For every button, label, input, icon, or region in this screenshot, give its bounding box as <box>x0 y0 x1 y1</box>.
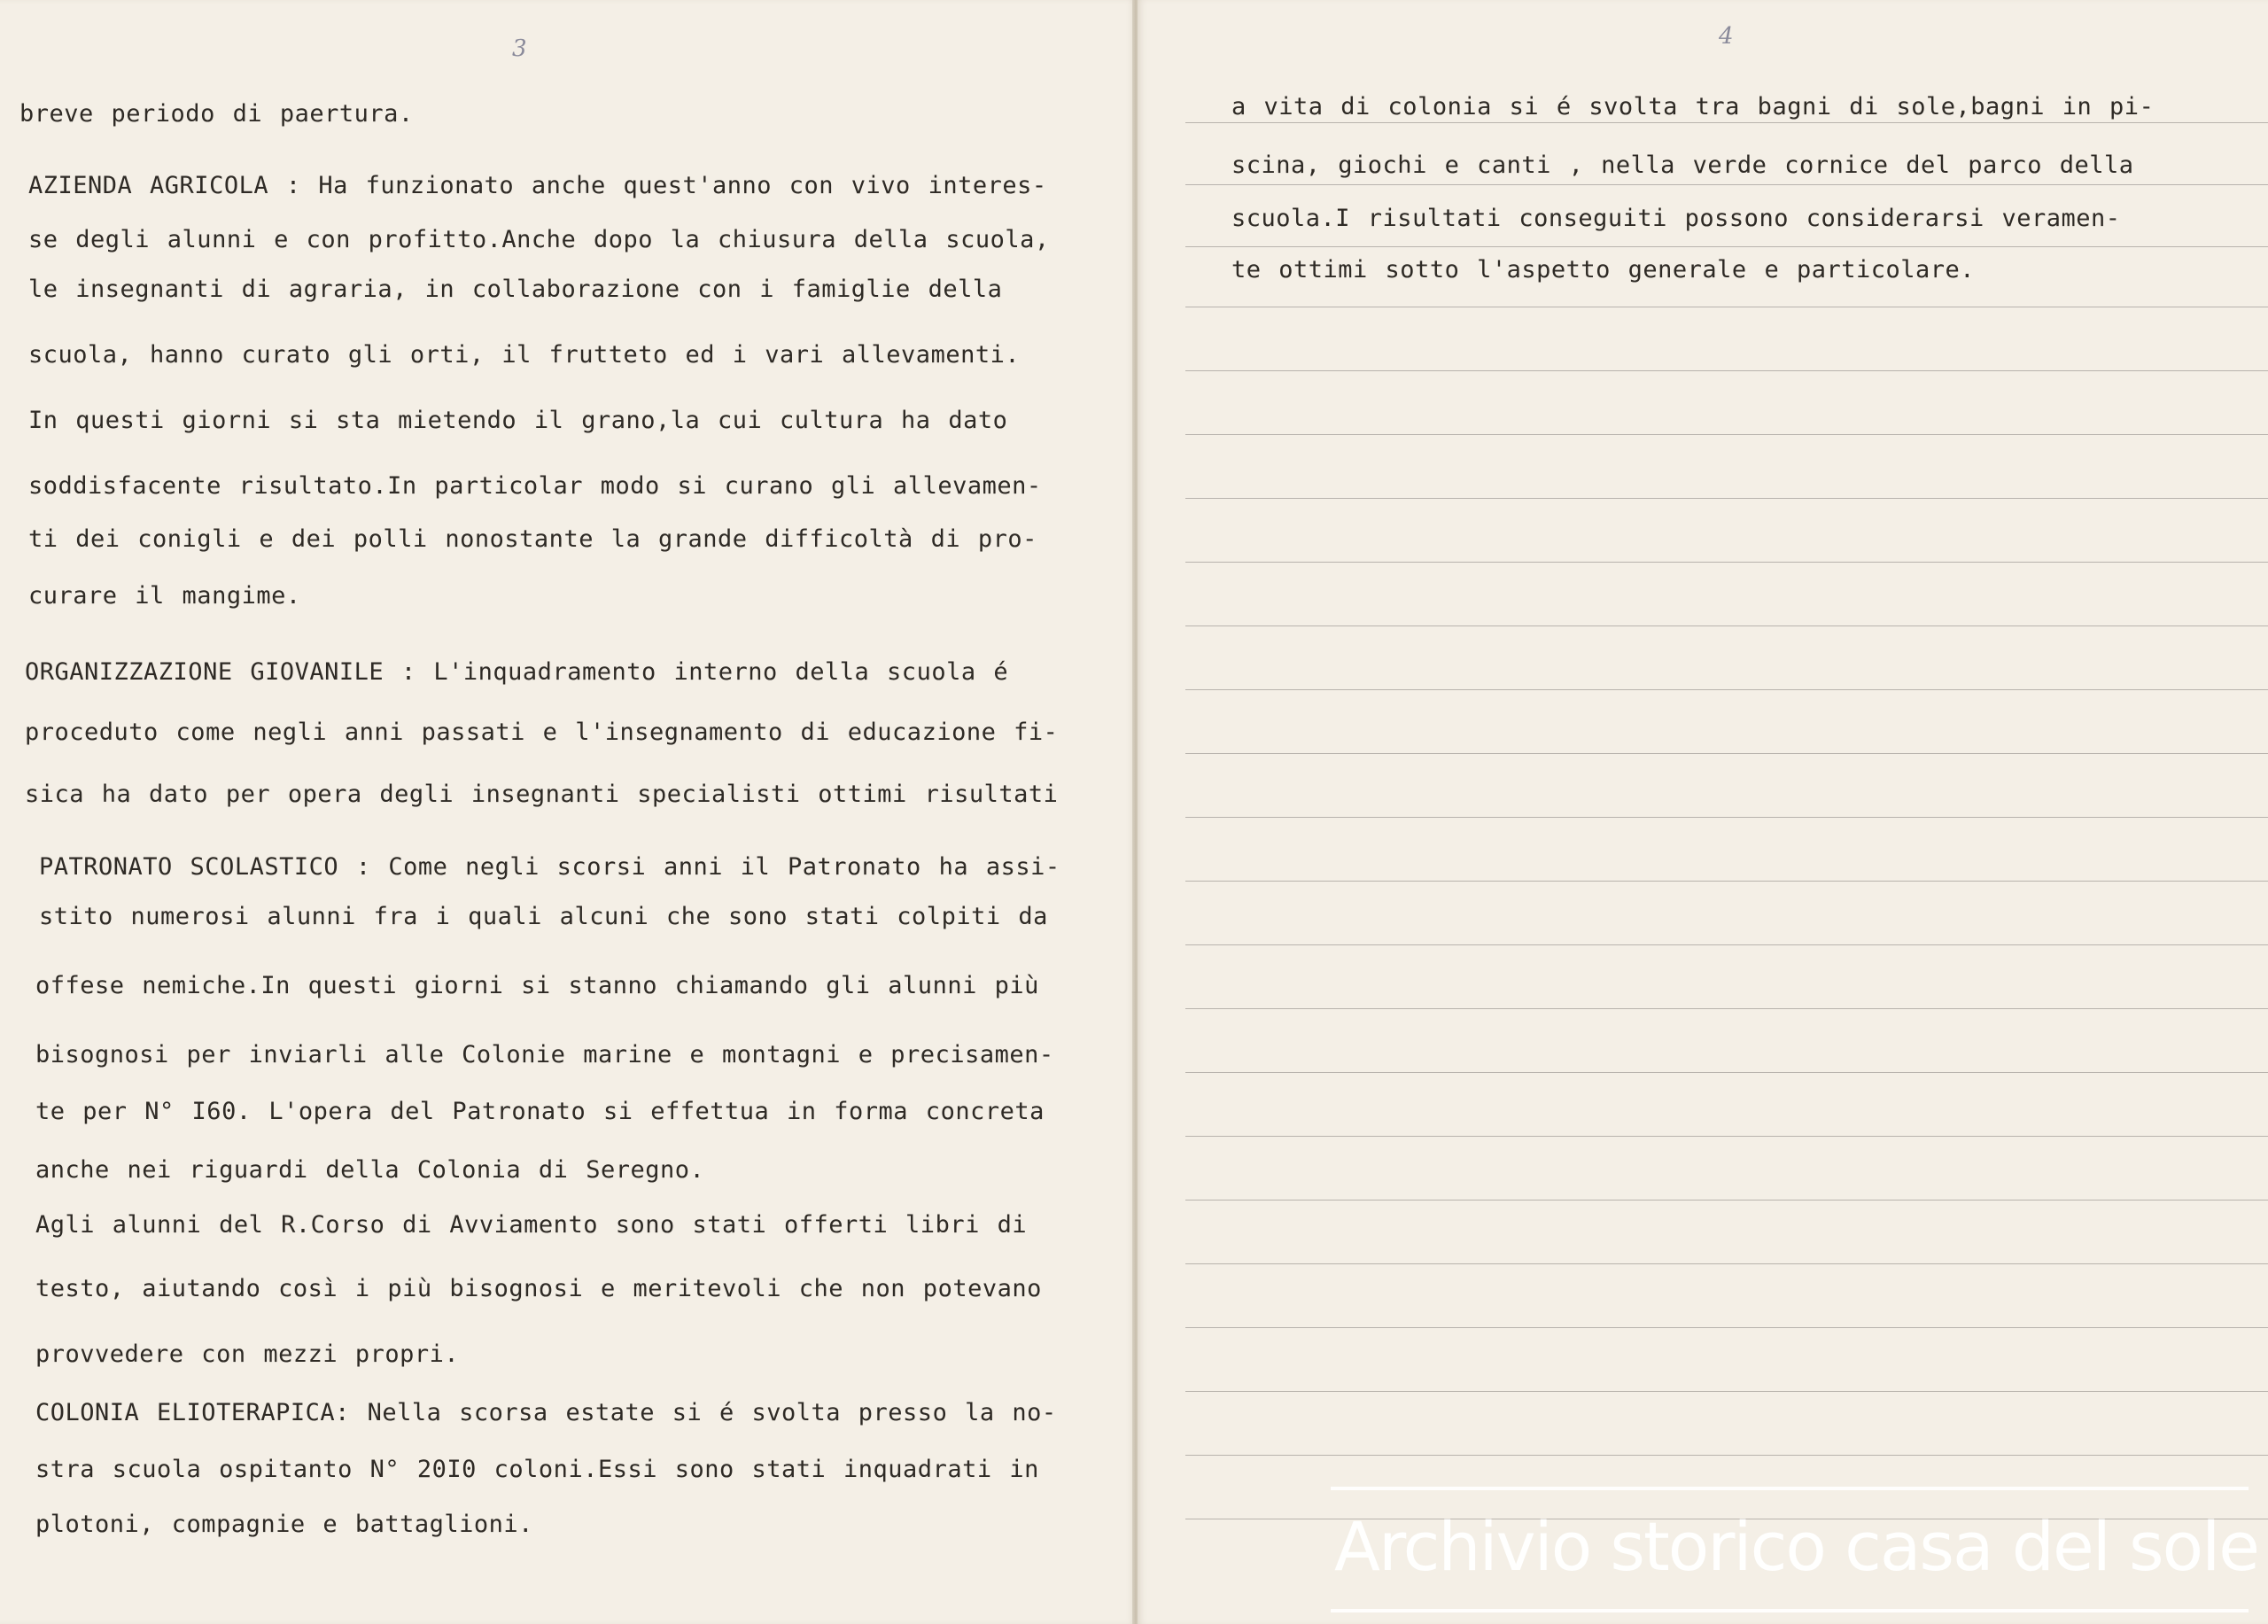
typed-line: le insegnanti di agraria, in collaborazione con i famiglie della <box>28 276 1003 303</box>
typed-line: PATRONATO SCOLASTICO : Come negli scorsi anni il Patronato ha assi- <box>39 853 1060 881</box>
ruled-line <box>1185 1008 2268 1009</box>
typed-line: soddisfacente risultato.In particolar modo si curano gli allevamen- <box>28 472 1042 500</box>
ruled-line <box>1185 1391 2268 1392</box>
typed-line: te ottimi sotto l'aspetto generale e particolare. <box>1231 256 1976 284</box>
typed-line: plotoni, compagnie e battaglioni. <box>35 1511 533 1538</box>
typed-line: te per N° I60. L'opera del Patronato si effettua in forma concreta <box>35 1098 1045 1125</box>
typed-line: a vita di colonia si é svolta tra bagni di sole,bagni in pi- <box>1231 93 2155 120</box>
typed-line: stito numerosi alunni fra i quali alcuni che sono stati colpiti da <box>39 903 1048 930</box>
typed-line: COLONIA ELIOTERAPICA: Nella scorsa estate si é svolta presso la no- <box>35 1399 1057 1426</box>
typed-line: scuola.I risultati conseguiti possono considerarsi veramen- <box>1231 205 2121 232</box>
typed-line: anche nei riguardi della Colonia di Seregno. <box>35 1156 705 1184</box>
typed-line: scina, giochi e canti , nella verde cornice del parco della <box>1231 152 2134 179</box>
ruled-line <box>1185 753 2268 754</box>
typed-line: offese nemiche.In questi giorni si stanno chiamando gli alunni più <box>35 972 1039 999</box>
typed-line: provvedere con mezzi propri. <box>35 1340 460 1368</box>
typed-line: proceduto come negli anni passati e l'insegnamento di educazione fi- <box>25 719 1059 746</box>
ruled-line <box>1185 184 2268 185</box>
ruled-line <box>1185 1072 2268 1073</box>
watermark-text: Archivio storico casa del sole <box>1334 1507 2259 1586</box>
ruled-line <box>1185 498 2268 499</box>
typed-line: scuola, hanno curato gli orti, il frutteto ed i vari allevamenti. <box>28 341 1021 369</box>
ruled-line <box>1185 1200 2268 1201</box>
typed-line: sica ha dato per opera degli insegnanti specialisti ottimi risultati <box>25 781 1059 808</box>
typed-line: stra scuola ospitanto N° 20I0 coloni.Essi sono stati inquadrati in <box>35 1456 1039 1483</box>
ruled-line <box>1185 689 2268 690</box>
typed-line: ti dei conigli e dei polli nonostante la grande difficoltà di pro- <box>28 525 1037 553</box>
ruled-line <box>1185 370 2268 371</box>
ruled-line <box>1185 1263 2268 1264</box>
right-page <box>1138 0 2268 1624</box>
ruled-line <box>1185 434 2268 435</box>
ruled-line <box>1185 1136 2268 1137</box>
typed-line: In questi giorni si sta mietendo il grano,la cui cultura ha dato <box>28 407 1008 434</box>
typed-line: Agli alunni del R.Corso di Avviamento sono stati offerti libri di <box>35 1211 1028 1239</box>
typed-line: ORGANIZZAZIONE GIOVANILE : L'inquadramento interno della scuola é <box>25 658 1009 686</box>
typed-line: curare il mangime. <box>28 582 301 610</box>
right-page-number: 4 <box>1719 23 1734 50</box>
ruled-line <box>1185 944 2268 945</box>
ruled-line <box>1185 1327 2268 1328</box>
ruled-line <box>1185 1455 2268 1456</box>
archive-watermark <box>1331 1487 2259 1612</box>
ruled-line <box>1185 246 2268 247</box>
typed-line: se degli alunni e con profitto.Anche dopo la chiusura della scuola, <box>28 226 1050 253</box>
typed-line: bisognosi per inviarli alle Colonie marine e montagni e precisamen- <box>35 1041 1054 1068</box>
ruled-line <box>1185 562 2268 563</box>
typed-line: testo, aiutando così i più bisognosi e meritevoli che non potevano <box>35 1275 1042 1302</box>
left-page-number: 3 <box>512 35 527 62</box>
ruled-line <box>1185 817 2268 818</box>
typed-line: breve periodo di paertura. <box>19 100 414 128</box>
ruled-line <box>1185 122 2268 123</box>
ruled-line <box>1185 881 2268 882</box>
typed-line: AZIENDA AGRICOLA : Ha funzionato anche quest'anno con vivo interes- <box>28 172 1047 199</box>
